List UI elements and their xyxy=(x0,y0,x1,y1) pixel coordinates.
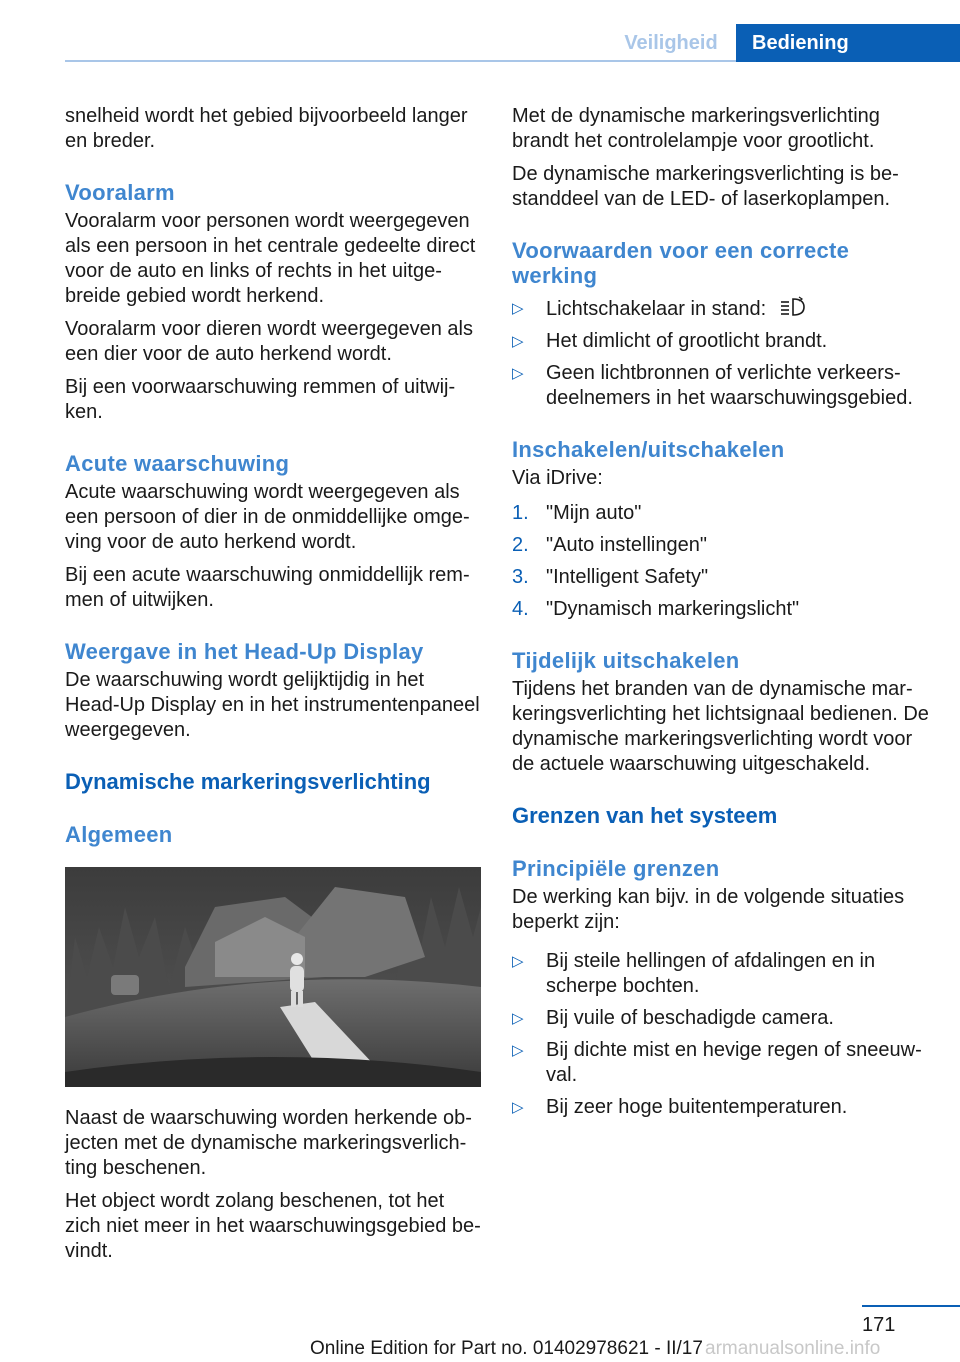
list-item xyxy=(512,501,932,526)
list-item xyxy=(512,949,932,999)
triangle-right-icon: ▷ xyxy=(512,333,524,350)
left-column xyxy=(65,104,483,1272)
list-item xyxy=(512,1038,932,1088)
heading-dynamische-markeringsverlichting: Dynamische markeringsverlichting xyxy=(65,769,431,794)
page-number-rule xyxy=(862,1305,960,1307)
list-item-text: Bij zeer hoge buitentemperaturen. xyxy=(546,1096,848,1118)
watermark: armanualsonline.info xyxy=(705,1338,881,1359)
limits-list xyxy=(512,949,932,1120)
list-item-text: Bij steile hellingen of afdalingen en in scherpe bochten. xyxy=(546,950,876,997)
step-number: 3. xyxy=(512,566,529,588)
paragraph: Bij een acute waarschuwing onmiddellijk remmen of uitwijken. xyxy=(65,564,470,611)
list-item-text: Bij vuile of beschadigde camera. xyxy=(546,1007,834,1029)
list-item xyxy=(512,597,932,622)
heading-acute-waarschuwing: Acute waarschuwing xyxy=(65,451,290,476)
list-item xyxy=(512,329,932,354)
paragraph: Bij een voorwaarschuwing remmen of uitwijken. xyxy=(65,376,456,423)
list-item xyxy=(512,296,932,322)
paragraph: Tijdens het branden van de dynamische markeringsverlichting het lichtsignaal bedienen. De dynamische markeringsverlichting wordt voor de actuele waarschuwing uitgeschakeld. xyxy=(512,678,929,775)
list-item-text: Het dimlicht of grootlicht brandt. xyxy=(546,330,828,352)
paragraph: Met de dynamische markeringsverlichting brandt het controlelampje voor grootlicht. xyxy=(512,105,880,152)
triangle-right-icon: ▷ xyxy=(512,1042,524,1059)
triangle-right-icon: ▷ xyxy=(512,300,524,317)
paragraph: Het object wordt zolang beschenen, tot het zich niet meer in het waarschuwingsgebied bevindt. xyxy=(65,1190,481,1262)
steps-list xyxy=(512,501,932,622)
list-item-text: "Mijn auto" xyxy=(546,502,642,524)
paragraph: Vooralarm voor dieren wordt weergegeven als een dier voor de auto herkend wordt. xyxy=(65,318,473,365)
figure-caption: Naast de waarschuwing worden herkende objecten met de dynamische markeringsverlichting beschenen. xyxy=(65,1107,472,1179)
paragraph: De waarschuwing wordt gelijktijdig in het Head-Up Display en in het instrumentenpaneel weergegeven. xyxy=(65,669,480,741)
paragraph: Acute waarschuwing wordt weergegeven als een persoon of dier in de onmiddellijke omgeving voor de auto herkend wordt. xyxy=(65,481,470,553)
heading-tijdelijk-uitschakelen: Tijdelijk uitschakelen xyxy=(512,648,740,673)
list-item-text: "Intelligent Safety" xyxy=(546,566,709,588)
edition-footer: Online Edition for Part no. 01402978621 - II/17 xyxy=(310,1338,703,1359)
triangle-right-icon: ▷ xyxy=(512,365,524,382)
paragraph: Vooralarm voor personen wordt weergegeven als een persoon in het centrale gedeelte direct voor de auto en links of rechts in het uitgebreide gebied wordt herkend. xyxy=(65,210,476,307)
list-item xyxy=(512,1006,932,1031)
step-number: 4. xyxy=(512,598,529,620)
tab-bediening[interactable]: Bediening xyxy=(736,24,960,62)
paragraph: De dynamische markeringsverlichting is bestanddeel van de LED- of laserkoplampen. xyxy=(512,163,899,210)
list-item-text: "Auto instellingen" xyxy=(546,534,707,556)
tab-veiligheid[interactable]: Veiligheid xyxy=(624,31,718,54)
paragraph: De werking kan bijv. in de volgende situaties beperkt zijn: xyxy=(512,886,905,933)
night-road-figure xyxy=(65,867,481,1087)
triangle-right-icon: ▷ xyxy=(512,1099,524,1116)
step-number: 2. xyxy=(512,534,529,556)
list-item-text: Lichtschakelaar in stand: xyxy=(546,298,767,320)
intro-paragraph: snelheid wordt het gebied bijvoorbeeld langer en breder. xyxy=(65,105,468,152)
heading-vooralarm: Vooralarm xyxy=(65,180,175,205)
list-item-text: Bij dichte mist en hevige regen of sneeuwval. xyxy=(546,1039,922,1086)
list-item-text: "Dynamisch markeringslicht" xyxy=(546,598,800,620)
heading-voorwaarden: Voorwaarden voor een correcte werking xyxy=(512,238,850,288)
right-column xyxy=(512,104,932,1127)
heading-inschakelen: Inschakelen/uitschakelen xyxy=(512,437,785,462)
heading-principiele-grenzen: Principiële grenzen xyxy=(512,856,720,881)
list-item xyxy=(512,565,932,590)
list-item xyxy=(512,1095,932,1120)
list-item xyxy=(512,533,932,558)
heading-algemeen: Algemeen xyxy=(65,822,173,847)
list-item xyxy=(512,361,932,411)
heading-head-up-display: Weergave in het Head-Up Display xyxy=(65,639,424,664)
step-number: 1. xyxy=(512,502,529,524)
conditions-list xyxy=(512,296,932,411)
heading-grenzen-van-het-systeem: Grenzen van het systeem xyxy=(512,803,778,828)
triangle-right-icon: ▷ xyxy=(512,953,524,970)
headlight-auto-icon xyxy=(780,296,806,318)
triangle-right-icon: ▷ xyxy=(512,1010,524,1027)
paragraph: Via iDrive: xyxy=(512,467,603,489)
list-item-text: Geen lichtbronnen of verlichte verkeersdeelnemers in het waarschuwingsgebied. xyxy=(546,362,913,409)
page-number: 171 xyxy=(862,1314,896,1336)
